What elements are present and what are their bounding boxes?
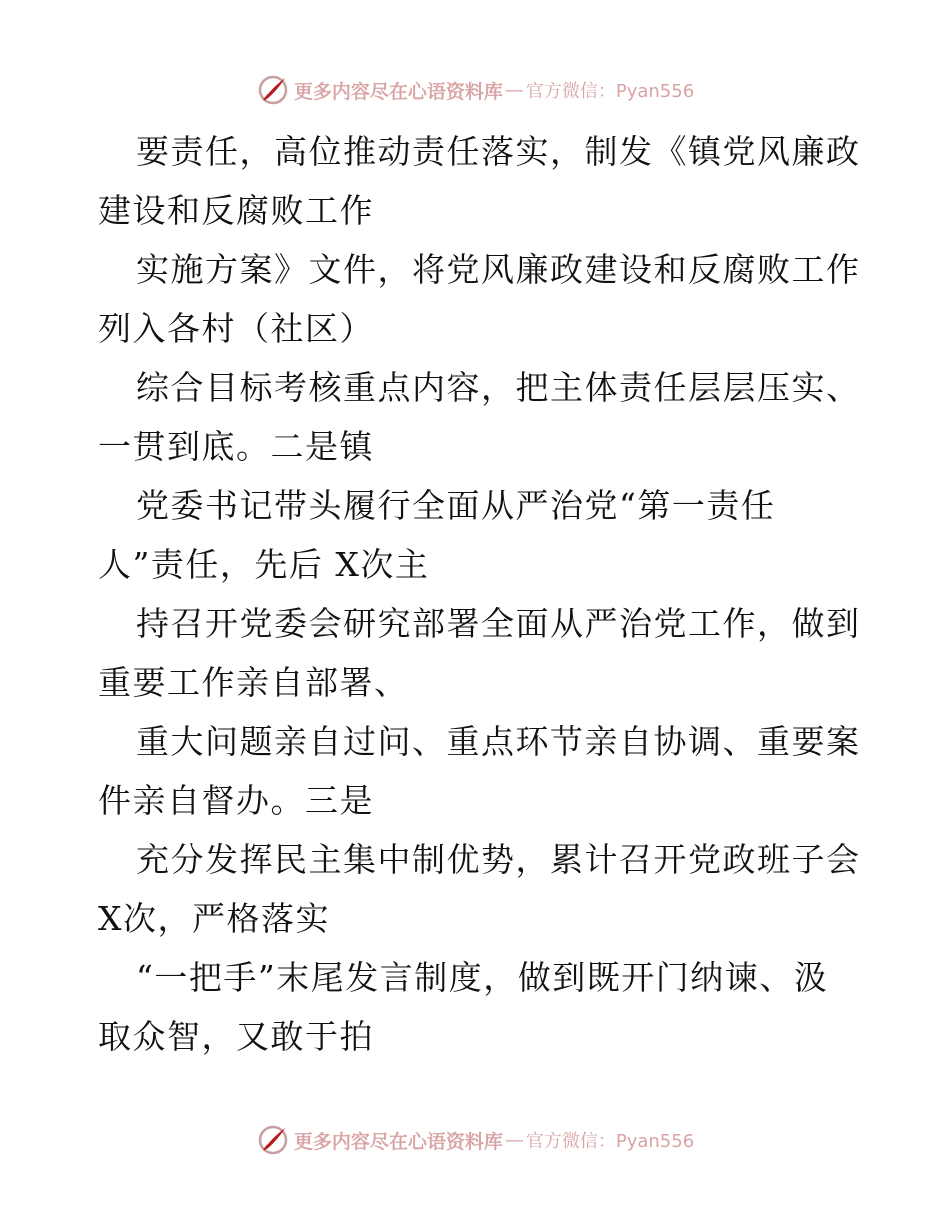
- document-body: [98, 122, 861, 1066]
- body-line: X次，严格落实: [98, 899, 330, 938]
- body-line: 要责任，高位推动责任落实，制发《镇党风廉政: [136, 132, 861, 171]
- footer-banner: [0, 1120, 950, 1160]
- body-line: 件亲自督办。三是: [98, 781, 374, 820]
- banner-wechat-text: 官方微信：Pyan556: [525, 81, 695, 102]
- body-line: 综合目标考核重点内容，把主体责任层层压实、: [136, 368, 861, 407]
- quill-logo-icon: [256, 1123, 290, 1157]
- banner-main-text: 更多内容尽在心语资料库: [293, 80, 503, 103]
- body-line: 一贯到底。二是镇: [98, 427, 374, 466]
- banner-main-text: 更多内容尽在心语资料库: [293, 1130, 503, 1153]
- body-line: “一把手”末尾发言制度，做到既开门纳谏、汲: [136, 958, 829, 997]
- body-line: 建设和反腐败工作: [98, 191, 374, 230]
- body-line: 充分发挥民主集中制优势，累计召开党政班子会: [136, 840, 861, 879]
- banner-wechat-text: 官方微信：Pyan556: [525, 1131, 695, 1152]
- body-line: 人”责任，先后 X次主: [98, 545, 430, 584]
- body-line: 党委书记带头履行全面从严治党“第一责任: [136, 486, 776, 525]
- header-banner: [0, 70, 950, 110]
- body-line: 重大问题亲自过问、重点环节亲自协调、重要案: [136, 722, 861, 761]
- quill-logo-icon: [256, 73, 290, 107]
- banner-separator: —: [504, 79, 524, 101]
- banner-separator: —: [504, 1129, 524, 1151]
- body-line: 重要工作亲自部署、: [98, 663, 409, 702]
- body-line: 列入各村（社区）: [98, 309, 374, 348]
- body-line: 取众智，又敢于拍: [98, 1017, 374, 1056]
- body-line: 持召开党委会研究部署全面从严治党工作，做到: [136, 604, 861, 643]
- body-line: 实施方案》文件，将党风廉政建设和反腐败工作: [136, 250, 861, 289]
